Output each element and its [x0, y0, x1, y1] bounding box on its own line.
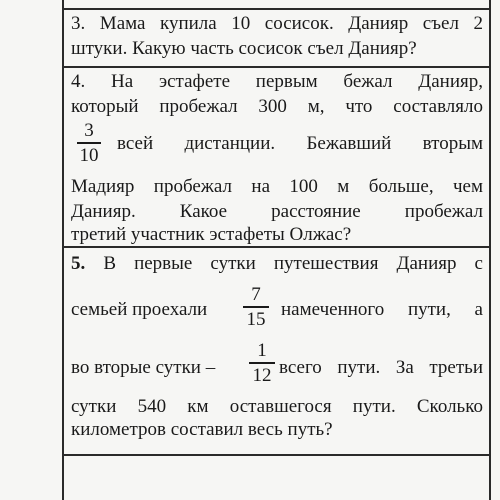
table-row-divider — [62, 246, 491, 248]
fraction-denominator: 15 — [246, 308, 266, 330]
task-4-line: Данияр. Какое расстояние пробежал — [71, 201, 483, 222]
fraction-1-12 — [249, 341, 275, 386]
task-4-line: который пробежал 300 м, что составляло — [71, 96, 483, 117]
fraction-7-15 — [243, 285, 269, 330]
task-5-line: во вторые сутки – — [71, 357, 216, 378]
task-5-line-text: В первые сутки путешествия Данияр с — [103, 253, 483, 274]
fraction-bar — [249, 362, 275, 364]
table-left-border — [62, 0, 64, 500]
task-4 — [71, 70, 483, 246]
table-row-divider — [62, 8, 491, 10]
task-3-line: штуки. Какую часть сосисок съел Данияр? — [71, 38, 417, 59]
task-3-line: 3. Мама купила 10 сосисок. Данияр съел 2 — [71, 13, 483, 34]
fraction-bar — [243, 306, 269, 308]
fraction-denominator: 10 — [79, 144, 99, 166]
task-4-line: третий участник эстафеты Олжас? — [71, 224, 352, 245]
task-4-line: Мадияр пробежал на 100 м больше, чем — [71, 176, 483, 197]
fraction-bar — [77, 142, 101, 144]
task-5-line — [71, 252, 483, 275]
fraction-denominator: 12 — [252, 364, 272, 386]
task-5-number: 5. — [71, 253, 86, 274]
fraction-numerator: 7 — [251, 284, 261, 305]
fraction-numerator: 1 — [257, 340, 267, 361]
task-5-line: семьей проехали — [71, 299, 208, 320]
task-3 — [71, 12, 483, 64]
task-5-line: сутки 540 км оставшегося пути. Сколько — [71, 396, 483, 417]
task-4-line: всей дистанции. Бежавший вторым — [117, 133, 483, 154]
table-right-border — [489, 0, 491, 500]
fraction-3-10 — [77, 121, 101, 166]
task-5 — [71, 252, 483, 452]
fraction-numerator: 3 — [84, 120, 94, 141]
table-row-divider — [62, 454, 491, 456]
table-row-divider — [62, 66, 491, 68]
task-4-line: 4. На эстафете первым бежал Данияр, — [71, 71, 483, 92]
task-5-line: намеченного пути, а — [281, 299, 483, 320]
task-5-line: километров составил весь путь? — [71, 419, 333, 440]
task-5-line: всего пути. За третьи — [279, 357, 483, 378]
